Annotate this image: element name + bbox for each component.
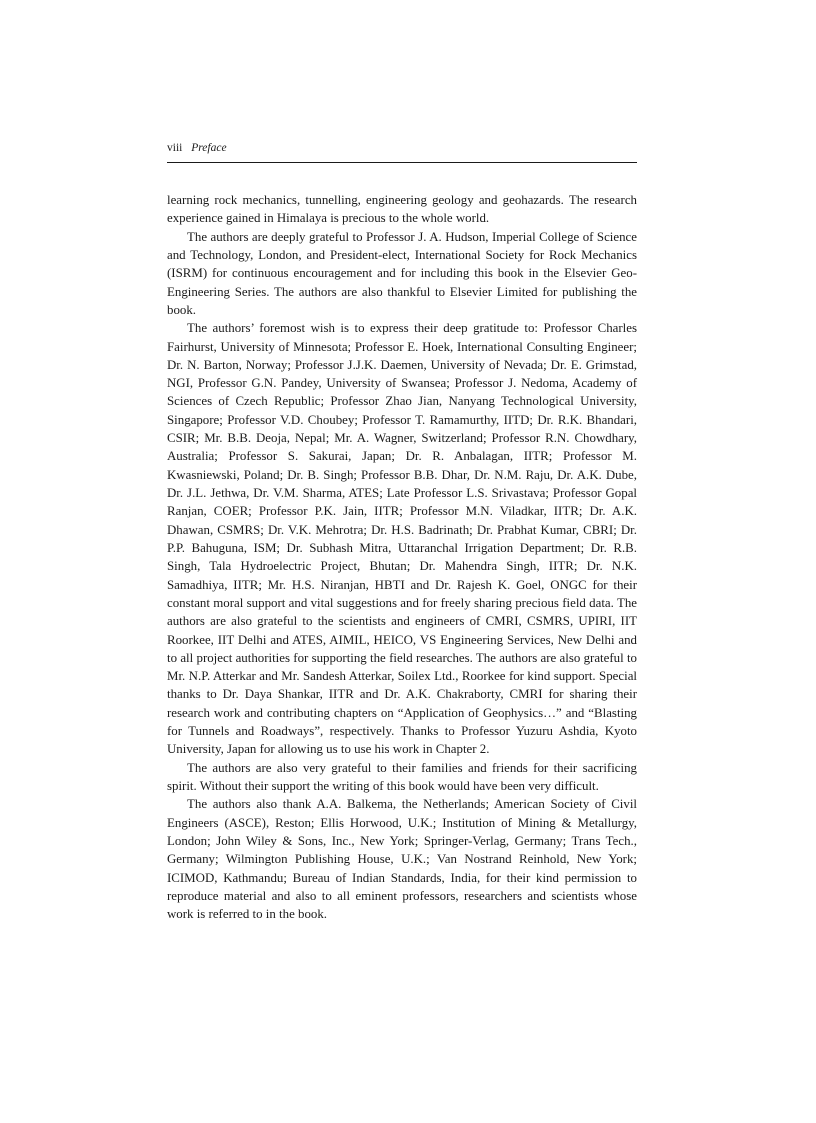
section-title: Preface xyxy=(191,142,227,154)
paragraph-hudson-thanks: The authors are deeply grateful to Professor J. A. Hudson, Imperial College of Science and Technology, London, and President-elect, International Society for Rock Mechanics (ISRM) for continuous encouragement and for including this book in the Elsevier Geo-Engineering Series. The authors are also thankful to Elsevier Limited for publishing the book. xyxy=(167,229,637,317)
paragraph-publishers: The authors also thank A.A. Balkema, the Netherlands; American Society of Civil Engineers (ASCE), Reston; Ellis Horwood, U.K.; Institution of Mining & Metallurgy, London; John Wiley & Sons, Inc., New York; Springer-Verlag, Germany; Trans Tech., Germany; Wilmington Publishing House, U.K.; Van Nostrand Reinhold, New York; ICIMOD, Kathmandu; Bureau of Indian Standards, India, for their kind permission to reproduce material and also to all eminent professors, researchers and scientists whose work is referred to in the book. xyxy=(167,797,637,922)
header-rule xyxy=(167,162,637,163)
paragraph-gratitude-list: The authors’ foremost wish is to express their deep gratitude to: Professor Charles Fairhurst, University of Minnesota; Professor E. Hoek, International Consulting Engineer; Dr. N. Barton, Norway; Professor J.J.K. Daemen, University of Nevada; Dr. E. Grimstad, NGI, Professor G.N. Pandey, University of Swansea; Professor J. Nedoma, Academy of Sciences of Czech Republic; Professor Zhao Jian, Nanyang Technological University, Singapore; Professor V.D. Choubey; Professor T. Ramamurthy, IITD; Dr. R.K. Bhandari, CSIR; Mr. B.B. Deoja, Nepal; Mr. A. Wagner, Switzerland; Professor R.N. Chowdhary, Australia; Professor S. Sakurai, Japan; Dr. R. Anbalagan, IITR; Professor M. Kwasniewski, Poland; Dr. B. Singh; Professor B.B. Dhar, Dr. N.M. Raju, Dr. A.K. Dube, Dr. J.L. Jethwa, Dr. V.M. Sharma, ATES; Late Professor L.S. Srivastava; Professor Gopal Ranjan, COER; Professor P.K. Jain, IITR; Professor M.N. Viladkar, IITR; Dr. A.K. Dhawan, CSMRS; Dr. V.K. Mehrotra; Dr. H.S. Badrinath; Dr. Prabhat Kumar, CBRI; Dr. P.P. Bahuguna, ISM; Dr. Subhash Mitra, Uttaranchal Irrigation Department; Dr. R.B. Singh, Tala Hydroelectric Project, Bhutan; Dr. Mahendra Singh, IITR; Dr. N.K. Samadhiya, IITR; Mr. H.S. Niranjan, HBTI and Dr. Rajesh K. Goel, ONGC for their constant moral support and vital suggestions and for freely sharing precious field data. The authors are also grateful to the scientists and engineers of CMRI, CSMRS, UPIRI, IIT Roorkee, IIT Delhi and ATES, AIMIL, HEICO, VS Engineering Services, New Delhi and to all project authorities for supporting the field researches. The authors are also grateful to Mr. N.P. Atterkar and Mr. Sandesh Atterkar, Soilex Ltd., Roorkee for kind support. Special thanks to Dr. Daya Shankar, IITR and Dr. A.K. Chakraborty, CMRI for sharing their research work and contributing chapters on “Application of Geophysics…” and “Blasting for Tunnels and Roadways”, respectively. Thanks to Professor Yuzuru Ashdia, Kyoto University, Japan for allowing us to use his work in Chapter 2. xyxy=(167,321,637,757)
paragraph-families: The authors are also very grateful to their families and friends for their sacrificing spirit. Without their support the writing of this book would have been very difficult. xyxy=(167,760,637,793)
paragraph-continuation: learning rock mechanics, tunnelling, engineering geology and geohazards. The research experience gained in Himalaya is precious to the whole world. xyxy=(167,193,637,226)
page-number: viii xyxy=(167,142,183,154)
preface-body xyxy=(167,191,637,924)
running-head xyxy=(167,140,637,156)
